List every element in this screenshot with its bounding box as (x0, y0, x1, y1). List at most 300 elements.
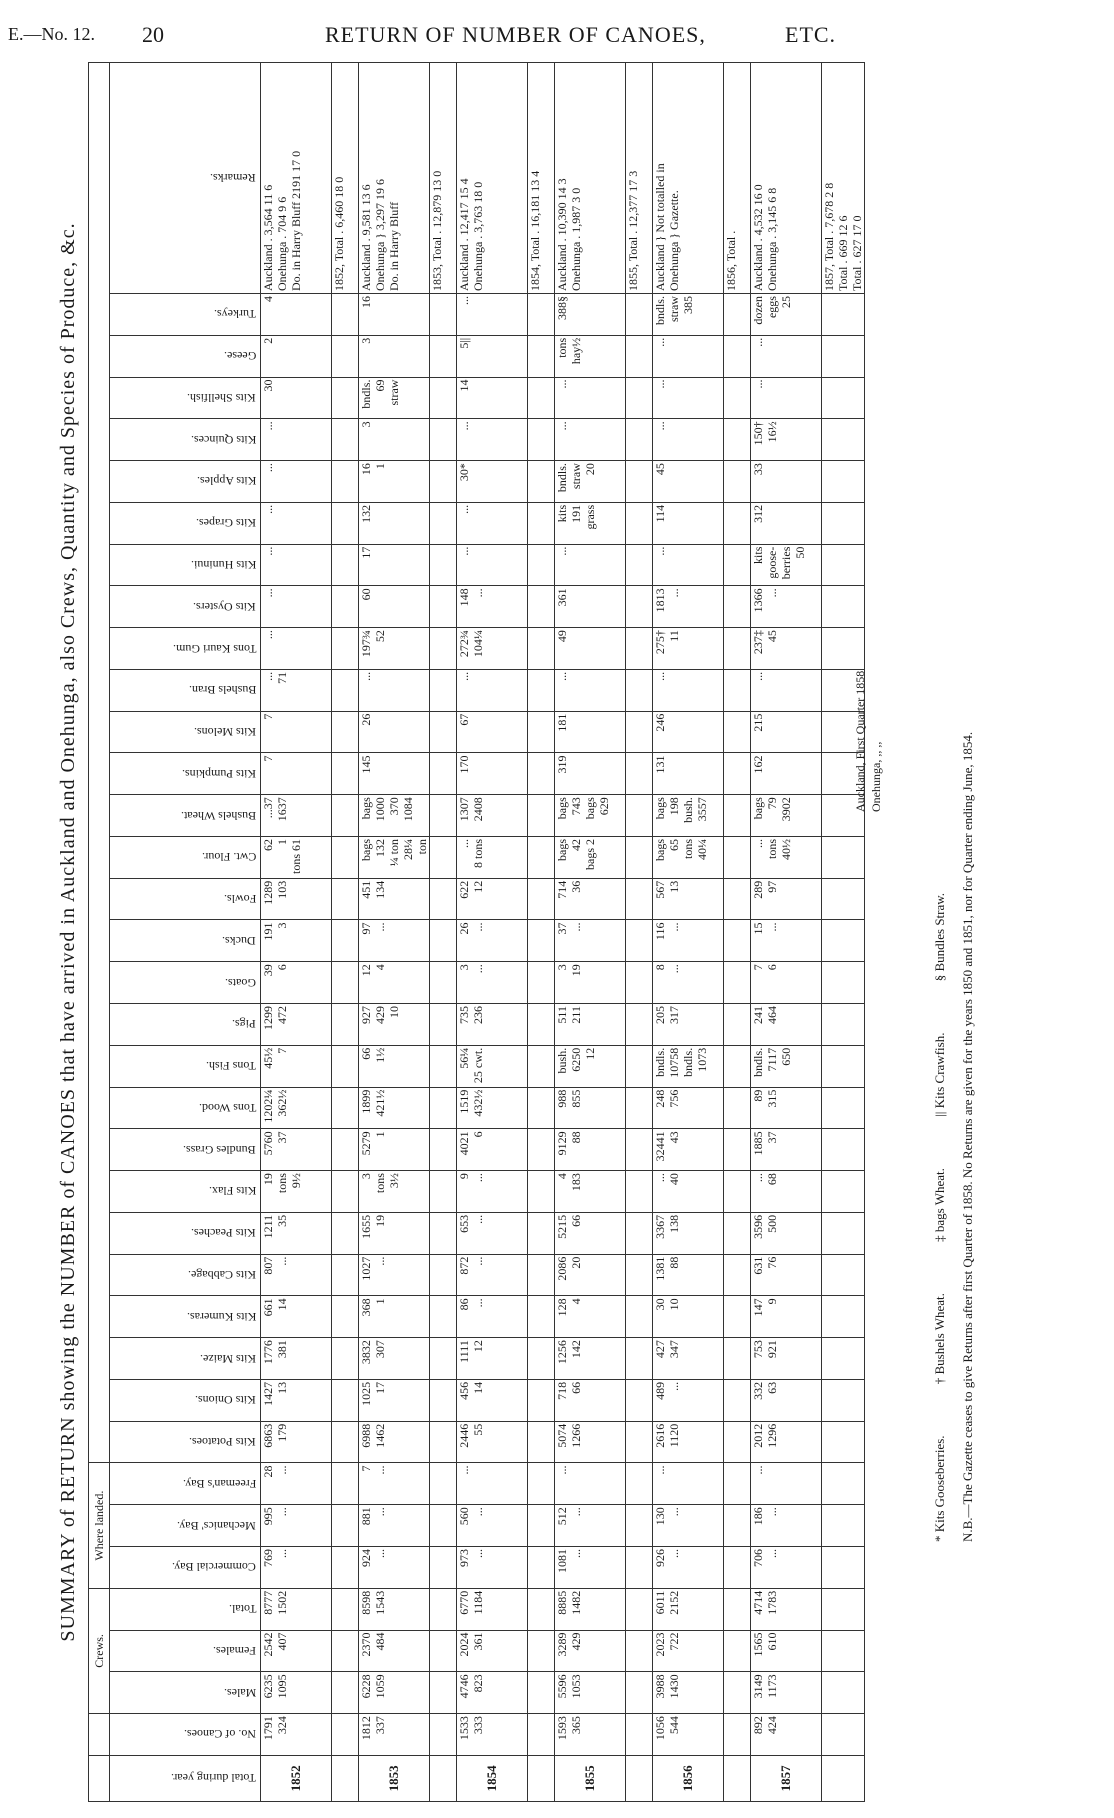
column-header (110, 544, 261, 586)
table-cell: 1565 610 (751, 1630, 822, 1672)
table-cell: 3 ... (457, 962, 528, 1004)
table-cell: 6011 2152 (653, 1588, 724, 1630)
table-cell (332, 1045, 359, 1087)
column-header (110, 335, 261, 377)
table-cell: 1381 88 (653, 1254, 724, 1296)
remarks-cell: 1854, Total . 16,181 13 4 (528, 63, 555, 294)
column-header (110, 63, 261, 294)
table-cell: 5596 1053 (555, 1672, 626, 1714)
table-cell: 451 134 (359, 878, 430, 920)
table-cell (724, 1004, 751, 1046)
table-cell: 45½ 7 (261, 1045, 332, 1087)
table-cell: 2616 1120 (653, 1421, 724, 1463)
column-header-label: Geese. (223, 349, 256, 364)
table-cell (822, 502, 865, 544)
table-cell (724, 1171, 751, 1213)
table-cell (626, 1588, 653, 1630)
table-cell (332, 1254, 359, 1296)
column-header (110, 419, 261, 461)
table-cell (528, 1254, 555, 1296)
year-cell (626, 1755, 653, 1801)
table-cell (528, 669, 555, 711)
table-cell: 368 1 (359, 1296, 430, 1338)
table-cell (332, 920, 359, 962)
column-header-label: Pigs. (232, 1017, 256, 1032)
table-cell (626, 586, 653, 628)
table-cell (528, 1045, 555, 1087)
table-cell: 1027 ... (359, 1254, 430, 1296)
column-header (110, 1129, 261, 1171)
table-cell (528, 795, 555, 837)
table-cell: 2012 1296 (751, 1421, 822, 1463)
table-cell: 30 10 (653, 1296, 724, 1338)
document-sheet (0, 62, 1114, 1818)
group-spacer (89, 1755, 110, 1801)
table-cell: ... (261, 461, 332, 503)
column-header-label: Kits Oysters. (193, 599, 256, 614)
table-cell: 191 3 (261, 920, 332, 962)
total-row (528, 63, 555, 1802)
column-header (110, 920, 261, 962)
table-cell: 14 (457, 377, 528, 419)
table-cell (332, 878, 359, 920)
table-cell (626, 1212, 653, 1254)
table-cell (430, 1463, 457, 1505)
table-cell: 3289 429 (555, 1630, 626, 1672)
table-cell: 89 315 (751, 1087, 822, 1129)
table-cell (332, 1171, 359, 1213)
table-cell: 1776 381 (261, 1338, 332, 1380)
table-cell (724, 1338, 751, 1380)
table-cell: ... (457, 669, 528, 711)
table-cell: 45 (653, 461, 724, 503)
table-cell: 927 429 10 (359, 1004, 430, 1046)
table-cell (822, 628, 865, 670)
table-cell: ... (751, 335, 822, 377)
table-cell: 26 (359, 711, 430, 753)
table-cell (430, 544, 457, 586)
footnote-item: || Kits Crawfish. (932, 1032, 947, 1117)
table-cell (822, 1546, 865, 1588)
year-cell: 1856 (653, 1755, 724, 1801)
table-cell (430, 335, 457, 377)
table-cell: 1593 365 (555, 1714, 626, 1756)
table-cell: bags 42 bags 2 (555, 836, 626, 878)
table-cell: 275† 11 (653, 628, 724, 670)
table-cell (626, 1338, 653, 1380)
table-cell: 39 6 (261, 962, 332, 1004)
column-header-label: Kits Kumeras. (186, 1309, 256, 1324)
column-header-label: Remarks. (210, 171, 256, 186)
table-cell (528, 1379, 555, 1421)
table-cell (332, 753, 359, 795)
table-cell: 973 ... (457, 1546, 528, 1588)
table-cell (332, 1129, 359, 1171)
column-header-label: Commercial Bay. (172, 1560, 256, 1575)
table-cell: 148 ... (457, 586, 528, 628)
table-cell (430, 1714, 457, 1756)
footnote-item: † Bushels Wheat. (932, 1293, 947, 1385)
table-cell: bags 132 ¼ ton 28¼ ton (359, 836, 430, 878)
table-cell (430, 1379, 457, 1421)
column-header (110, 1254, 261, 1296)
table-cell: 661 14 (261, 1296, 332, 1338)
column-header-label: Ducks. (222, 933, 256, 948)
remarks-cell: Auckland . 12,417 15 4 Onehunga . 3,763 18 0 (457, 63, 528, 294)
column-header (110, 1714, 261, 1756)
table-cell (332, 1630, 359, 1672)
table-cell (626, 795, 653, 837)
table-cell (626, 294, 653, 336)
table-cell: 753 921 (751, 1338, 822, 1380)
table-cell (626, 1045, 653, 1087)
table-cell (332, 1421, 359, 1463)
table-cell: 131 (653, 753, 724, 795)
column-header (110, 461, 261, 503)
column-header (110, 1755, 261, 1801)
table-cell (724, 1421, 751, 1463)
table-cell (822, 920, 865, 962)
table-cell: 8777 1502 (261, 1588, 332, 1630)
table-cell (724, 711, 751, 753)
table-cell: ... (457, 419, 528, 461)
remarks-cell: 1855, Total . 12,377 17 3 (626, 63, 653, 294)
remarks-cell: Auckland . 9,581 13 6 Onehunga } 3,297 19 6 Do. in Harry Bluff (359, 63, 430, 294)
table-cell (822, 1588, 865, 1630)
group-where-landed: Where landed. (89, 1463, 110, 1588)
table-cell: 631 76 (751, 1254, 822, 1296)
table-cell: ...37 1637 (261, 795, 332, 837)
table-cell: ... 40 (653, 1171, 724, 1213)
table-cell (626, 962, 653, 1004)
table-cell: 37 ... (555, 920, 626, 962)
table-cell (332, 1379, 359, 1421)
table-cell: bndls. 69 straw (359, 377, 430, 419)
table-cell (626, 419, 653, 461)
table-cell (528, 1296, 555, 1338)
table-cell: 3367 138 (653, 1212, 724, 1254)
table-cell (528, 502, 555, 544)
table-cell: 1813 ... (653, 586, 724, 628)
table-cell: ... (653, 669, 724, 711)
table-cell: ... (751, 377, 822, 419)
column-header-label: Bushels Bran. (188, 683, 256, 698)
returns-table (88, 62, 865, 1802)
table-cell (528, 1463, 555, 1505)
table-cell (528, 1087, 555, 1129)
table-cell (528, 1171, 555, 1213)
year-cell: 1852 (261, 1755, 332, 1801)
table-cell (332, 962, 359, 1004)
table-cell: 427 347 (653, 1338, 724, 1380)
column-header-label: Kits Quinces. (190, 432, 256, 447)
table-cell: 1519 432½ (457, 1087, 528, 1129)
table-caption: SUMMARY of RETURN showing the NUMBER of CANOES that have arrived in Auckland and Onehunga, also Crews, Quantity and Species of Produce, &c. (57, 222, 79, 1642)
table-cell: 8885 1482 (555, 1588, 626, 1630)
table-cell: ... (653, 419, 724, 461)
table-cell (822, 1505, 865, 1547)
table-cell (724, 962, 751, 1004)
total-row (822, 63, 865, 1802)
table-cell (430, 1254, 457, 1296)
table-cell: 3832 307 (359, 1338, 430, 1380)
table-cell: bndls. straw 385 (653, 294, 724, 336)
column-header-label: No. of Canoes. (184, 1727, 256, 1742)
table-cell: 6770 1184 (457, 1588, 528, 1630)
remarks-cell: 1852, Total . 6,460 18 0 (332, 63, 359, 294)
column-header-label: Total during year. (171, 1771, 256, 1786)
table-cell: ... (555, 544, 626, 586)
table-cell (332, 502, 359, 544)
table-cell (822, 1254, 865, 1296)
table-cell (724, 502, 751, 544)
year-cell (724, 1755, 751, 1801)
table-cell (724, 1505, 751, 1547)
table-cell (332, 669, 359, 711)
table-cell (332, 586, 359, 628)
table-cell: 892 424 (751, 1714, 822, 1756)
table-cell: ... (261, 502, 332, 544)
table-cell: 881 ... (359, 1505, 430, 1547)
table-cell: 248 756 (653, 1087, 724, 1129)
table-cell (528, 1129, 555, 1171)
table-cell: 489 ... (653, 1379, 724, 1421)
year-cell (822, 1755, 865, 1801)
table-cell: 28 ... (261, 1463, 332, 1505)
table-cell: ... (555, 419, 626, 461)
table-cell (626, 1672, 653, 1714)
table-body (261, 63, 865, 1802)
table-cell (528, 1212, 555, 1254)
table-cell (430, 962, 457, 1004)
table-cell: 3 (359, 335, 430, 377)
table-cell (626, 669, 653, 711)
table-cell: 32441 43 (653, 1129, 724, 1171)
column-header (110, 669, 261, 711)
table-cell: 12 4 (359, 962, 430, 1004)
table-cell (332, 1004, 359, 1046)
table-cell (430, 1045, 457, 1087)
column-header-label: Kits Shellfish. (187, 390, 256, 405)
table-cell: tons hay½ (555, 335, 626, 377)
table-cell (528, 586, 555, 628)
column-header (110, 1296, 261, 1338)
table-cell: 1427 13 (261, 1379, 332, 1421)
table-cell (430, 669, 457, 711)
table-cell: 1025 17 (359, 1379, 430, 1421)
table-cell: 1256 142 (555, 1338, 626, 1380)
table-cell: 197¾ 52 (359, 628, 430, 670)
table-cell: 312 (751, 502, 822, 544)
total-row (724, 63, 751, 1802)
table-cell (724, 1045, 751, 1087)
column-header (110, 502, 261, 544)
table-cell: 26 ... (457, 920, 528, 962)
column-header-label: Mechanics' Bay. (177, 1518, 256, 1533)
column-header (110, 1379, 261, 1421)
table-cell: 62 1 tons 61 (261, 836, 332, 878)
table-cell: 272¾ 104¼ (457, 628, 528, 670)
table-cell (430, 836, 457, 878)
table-cell (332, 795, 359, 837)
table-cell: bndls. 7117 650 (751, 1045, 822, 1087)
column-header (110, 628, 261, 670)
column-header-label: Tons Fish. (206, 1059, 256, 1074)
table-cell (822, 544, 865, 586)
table-cell: 388§ (555, 294, 626, 336)
table-cell: 361 (555, 586, 626, 628)
table-cell: 3 tons 3½ (359, 1171, 430, 1213)
table-cell (822, 1296, 865, 1338)
table-cell: ... (653, 1463, 724, 1505)
table-cell: 6863 179 (261, 1421, 332, 1463)
rotated-table-area (52, 62, 1052, 1802)
table-cell (430, 294, 457, 336)
table-cell (528, 1338, 555, 1380)
column-header-label: Females. (213, 1643, 256, 1658)
table-cell (626, 461, 653, 503)
table-cell: 56¼ 25 cwt. (457, 1045, 528, 1087)
footnote-legend (932, 242, 948, 1542)
total-row (332, 63, 359, 1802)
table-cell: 1533 333 (457, 1714, 528, 1756)
table-cell (332, 1338, 359, 1380)
table-cell (528, 1672, 555, 1714)
table-cell (626, 628, 653, 670)
table-cell: bags 79 3902 (751, 795, 822, 837)
table-cell: 114 (653, 502, 724, 544)
table-cell: 15 ... (751, 920, 822, 962)
group-header-row (89, 63, 110, 1802)
table-cell: 1056 544 (653, 1714, 724, 1756)
group-crews: Crews. (89, 1588, 110, 1713)
table-cell (626, 878, 653, 920)
table-cell (724, 586, 751, 628)
table-cell: 6228 1059 (359, 1672, 430, 1714)
table-cell (822, 586, 865, 628)
table-cell: 319 (555, 753, 626, 795)
table-cell (724, 1087, 751, 1129)
table-cell: 706 ... (751, 1546, 822, 1588)
table-cell (528, 1004, 555, 1046)
column-header (110, 1004, 261, 1046)
table-cell: 19 tons 9½ (261, 1171, 332, 1213)
column-header (110, 878, 261, 920)
table-cell (724, 544, 751, 586)
table-cell (724, 878, 751, 920)
table-cell: 9129 88 (555, 1129, 626, 1171)
table-cell (822, 1129, 865, 1171)
remarks-cell: Auckland } Not totalled in Onehunga } Gazette. (653, 63, 724, 294)
column-header-label: Kits Pumpkins. (181, 766, 256, 781)
table-cell (430, 461, 457, 503)
table-cell: 1202¼ 362½ (261, 1087, 332, 1129)
column-header (110, 1672, 261, 1714)
column-header (110, 1421, 261, 1463)
table-cell (626, 1379, 653, 1421)
table-cell: bags 743 bags 629 (555, 795, 626, 837)
table-cell (430, 419, 457, 461)
table-cell (626, 1087, 653, 1129)
table-cell (626, 1630, 653, 1672)
table-cell (724, 669, 751, 711)
table-cell (626, 1421, 653, 1463)
column-header-label: Kits Melons. (193, 725, 256, 740)
year-cell (430, 1755, 457, 1801)
table-cell: kits 191 grass (555, 502, 626, 544)
table-cell: 16 1 (359, 461, 430, 503)
column-header (110, 1171, 261, 1213)
table-cell: 97 ... (359, 920, 430, 962)
table-cell: ... (457, 294, 528, 336)
column-header-label: Goats. (225, 975, 256, 990)
table-cell (724, 1672, 751, 1714)
year-cell: 1855 (555, 1755, 626, 1801)
table-cell (528, 920, 555, 962)
table-cell: 33 (751, 461, 822, 503)
table-cell: ... (457, 1463, 528, 1505)
remarks-cell: Auckland . 3,564 11 6 Onehunga . 704 9 6 Do. in Harry Bluff 2191 17 0 (261, 63, 332, 294)
page-title: RETURN OF NUMBER OF CANOES, (325, 22, 706, 47)
year-cell: 1853 (359, 1755, 430, 1801)
table-cell (528, 294, 555, 336)
column-header-row (110, 63, 261, 1802)
column-header (110, 1045, 261, 1087)
table-cell: bags 1000 370 1084 (359, 795, 430, 837)
column-header-label: Kits Cabbage. (188, 1268, 256, 1283)
table-cell (528, 1630, 555, 1672)
table-cell: 4 (261, 294, 332, 336)
table-cell (626, 711, 653, 753)
table-cell (332, 1087, 359, 1129)
table-cell: 17 (359, 544, 430, 586)
table-cell (822, 836, 865, 878)
table-cell: ... (457, 544, 528, 586)
column-header (110, 1505, 261, 1547)
table-cell: 162 (751, 753, 822, 795)
table-cell: ... (555, 1463, 626, 1505)
table-cell (528, 1421, 555, 1463)
table-cell: 456 14 (457, 1379, 528, 1421)
table-cell: 3149 1173 (751, 1672, 822, 1714)
table-cell: 150† 16½ (751, 419, 822, 461)
table-cell (528, 377, 555, 419)
year-cell (528, 1755, 555, 1801)
table-cell (822, 1630, 865, 1672)
table-cell (332, 1714, 359, 1756)
table-cell: 8598 1543 (359, 1588, 430, 1630)
table-cell: 215 (751, 711, 822, 753)
table-cell: 7 (261, 711, 332, 753)
table-cell (724, 1546, 751, 1588)
table-cell (430, 502, 457, 544)
table-cell: 132 (359, 502, 430, 544)
table-cell: ... 68 (751, 1171, 822, 1213)
table-cell: 16 (359, 294, 430, 336)
group-spacer (89, 1714, 110, 1756)
table-cell: 5279 1 (359, 1129, 430, 1171)
table-cell (626, 920, 653, 962)
table-cell (724, 377, 751, 419)
table-cell (822, 377, 865, 419)
table-cell: 3 19 (555, 962, 626, 1004)
table-cell (724, 628, 751, 670)
year-row (751, 63, 822, 1802)
column-header (110, 586, 261, 628)
table-cell (626, 544, 653, 586)
column-header-label: Turkeys. (214, 307, 256, 322)
table-cell (332, 335, 359, 377)
